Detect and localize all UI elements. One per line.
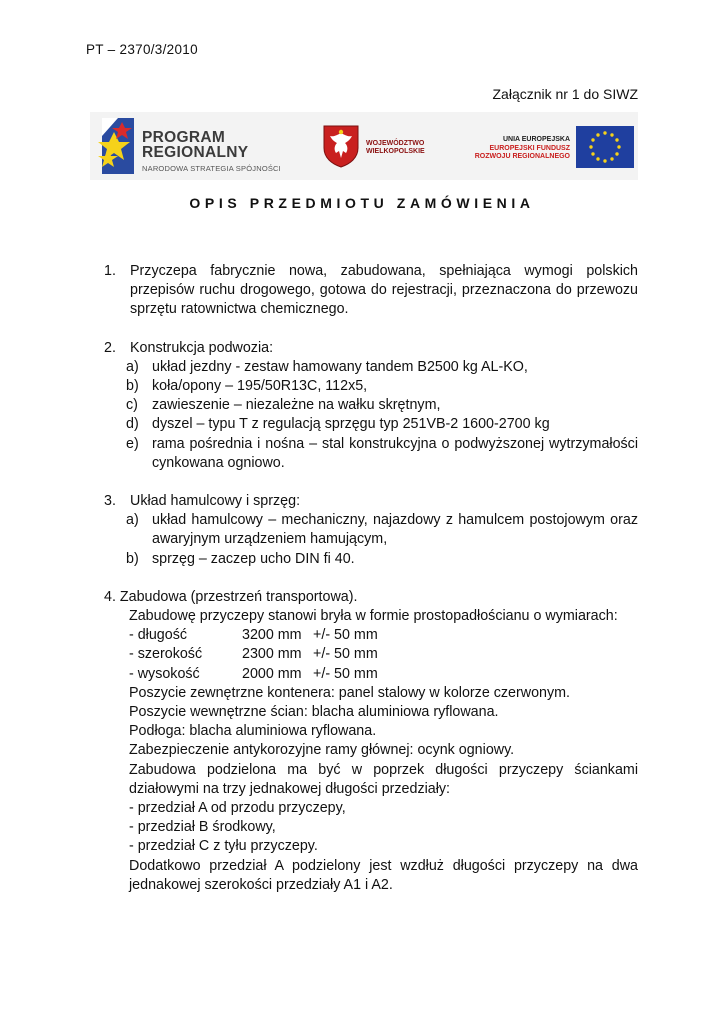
section-1: [104, 262, 638, 320]
region-name-line1: WOJEWÓDZTWO: [366, 140, 425, 147]
list-item: a) układ jezdny - zestaw hamowany tandem B2500 kg AL-KO,: [126, 358, 528, 375]
section-2: [104, 339, 638, 358]
section-heading: Układ hamulcowy i sprzęg:: [130, 493, 301, 510]
section-4-body: [104, 607, 638, 895]
annex-label: Załącznik nr 1 do SIWZ: [492, 86, 638, 102]
section-text: Przyczepa fabrycznie nowa, zabudowana, spełniająca wymogi polskich przepisów ruchu drogowego, gotowa do rejestracji, przeznaczona do przewozu sprzętu ratownictwa chemicznego.: [130, 263, 638, 318]
list-item: a) układ hamulcowy – mechaniczny, najazdowy z hamulcem postojowym oraz awaryjnym urządzeniem hamującym,: [126, 512, 638, 548]
section-number: 2.: [104, 339, 116, 356]
region-name-line2: WIELKOPOLSKIE: [366, 148, 425, 155]
section-heading: Konstrukcja podwozia:: [130, 339, 274, 356]
dimension-row: - wysokość 2000 mm +/- 50 mm: [129, 665, 378, 682]
body-text: Podłoga: blacha aluminiowa ryflowana.: [129, 723, 377, 740]
list-item: - przedział C z tyłu przyczepy.: [129, 838, 318, 855]
section-3: [104, 492, 638, 511]
program-regionalny-logo-icon: [94, 114, 140, 178]
body-text: Dodatkowo przedział A podzielony jest wzdłuż długości przyczepy na dwa jednakowej szerokości przedziały A1 i A2.: [129, 857, 638, 893]
list-item: b) sprzęg – zaczep ucho DIN fi 40.: [126, 550, 355, 567]
body-text: Zabudowę przyczepy stanowi bryła w formie prostopadłościanu o wymiarach:: [129, 608, 618, 625]
document-title: OPIS PRZEDMIOTU ZAMÓWIENIA: [189, 195, 535, 211]
list-item: - przedział A od przodu przyczepy,: [129, 800, 346, 817]
body-text: Zabudowa podzielona ma być w poprzek długości przyczepy ściankami działowymi na trzy jednakowej długości przedziały:: [129, 761, 638, 797]
list-item: c) zawieszenie – niezależne na wałku skrętnym,: [126, 397, 441, 414]
funding-logos-banner: [90, 112, 638, 180]
list-item: - przedział B środkowy,: [129, 819, 276, 836]
document-reference: PT – 2370/3/2010: [86, 42, 198, 57]
section-4-heading: 4. Zabudowa (przestrzeń transportowa).: [104, 588, 358, 605]
eu-fund-line1: EUROPEJSKI FUNDUSZ: [489, 144, 570, 152]
document-body: [104, 262, 638, 895]
eu-fund-line2: ROZWOJU REGIONALNEGO: [474, 153, 570, 160]
dimension-row: - długość 3200 mm +/- 50 mm: [129, 627, 378, 644]
eu-name: UNIA EUROPEJSKA: [502, 136, 570, 143]
program-title-line1: PROGRAM: [142, 129, 226, 146]
body-text: Poszycie zewnętrzne kontenera: panel stalowy w kolorze czerwonym.: [129, 684, 571, 701]
eu-flag-icon: [576, 126, 634, 168]
dimension-row: - szerokość 2300 mm +/- 50 mm: [129, 646, 378, 663]
list-item: d) dyszel – typu T z regulacją sprzęgu typ 251VB-2 1600-2700 kg: [126, 416, 550, 433]
body-text: Poszycie wewnętrzne ścian: blacha aluminiowa ryflowana.: [129, 704, 499, 721]
section-number: 3.: [104, 493, 116, 510]
body-text: Zabezpieczenie antykorozyjne ramy głównej: ocynk ogniowy.: [129, 742, 515, 759]
program-subtitle: NARODOWA STRATEGIA SPÓJNOŚCI: [142, 164, 281, 173]
section-number: 1.: [104, 263, 116, 279]
wielkopolska-coat-of-arms-icon: [322, 124, 360, 168]
list-item: e) rama pośrednia i nośna – stal konstrukcyjna o podwyższonej wytrzymałości cynkowana ogniowo.: [126, 435, 638, 471]
list-item: b) koła/opony – 195/50R13C, 112x5,: [126, 378, 368, 395]
program-title-line2: REGIONALNY: [142, 144, 249, 161]
